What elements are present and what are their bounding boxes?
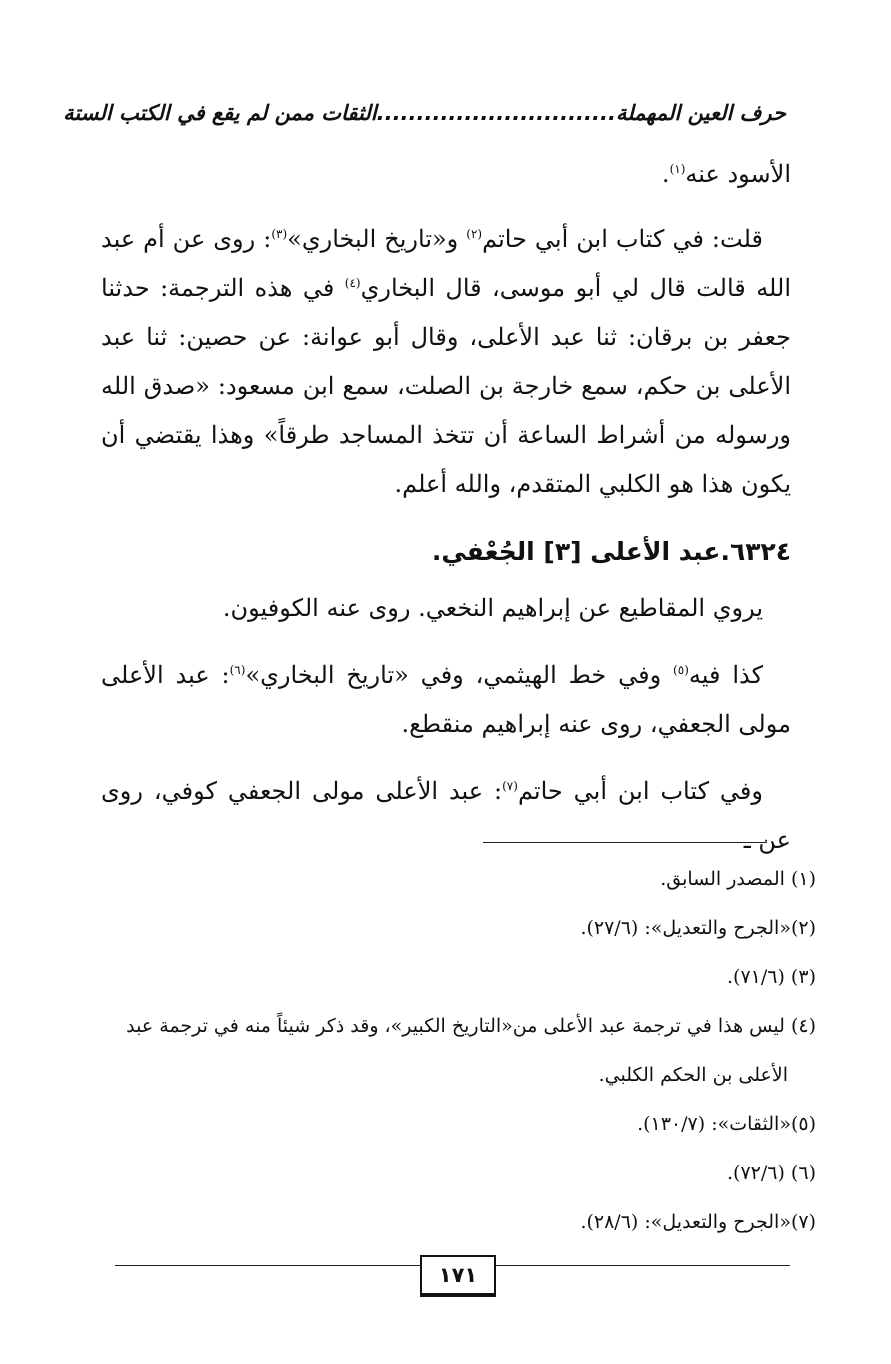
text: و«تاريخ البخاري» (287, 225, 467, 253)
entry-title: ٦٣٢٤.عبد الأعلى [٣] الجُعْفي. (431, 537, 791, 566)
footnote: (١) المصدر السابق. (660, 868, 816, 890)
text: : عبد الأعلى مولى الجعفي كوفي، روى عن ـ (101, 777, 791, 854)
footnote-ref: (٢) (466, 227, 483, 241)
paragraph-entry: يروي المقاطيع عن إبراهيم النخعي. روى عنه الكوفيون. (222, 594, 763, 622)
footnote-ref: (١) (669, 162, 686, 176)
text: قلت: في كتاب ابن أبي حاتم (482, 225, 763, 253)
page-number: ١٧١ (420, 1255, 496, 1297)
footnote: (٣) (٧١/٦). (727, 966, 816, 988)
footnote: (٦) (٧٢/٦). (727, 1162, 816, 1184)
paragraph-note (101, 215, 791, 509)
paragraph-note (101, 651, 791, 749)
text: : عبد الأعلى مولى الجعفي، روى عنه إبراهيم منقطع. (101, 661, 791, 738)
text: وفي كتاب ابن أبي حاتم (517, 777, 763, 805)
footnote: (٥)«الثقات»: (١٣٠/٧). (637, 1113, 816, 1135)
text: في هذه الترجمة: حدثنا جعفر بن برقان: ثنا عبد الأعلى، وقال أبو عوانة: عن حصين: ثنا عبد الأعلى بن حكم، سمع خارجة بن الصلت، سمع ابن مسعود: «صدق الله ورسوله من أشراط الساعة أن تتخذ المساجد طرقاً» وهذا يقتضي أن يكون هذا هو الكلبي المتقدم، والله أعلم. (101, 274, 791, 498)
text: وفي خط الهيثمي، وفي «تاريخ البخاري» (245, 661, 674, 689)
paragraph-continuation (101, 150, 791, 199)
footnote: (٧)«الجرح والتعديل»: (٢٨/٦). (580, 1211, 816, 1233)
footnote-separator (483, 842, 767, 843)
footnote-ref: (٧) (502, 779, 518, 793)
footnote-ref: (٤) (344, 276, 361, 290)
text: كذا فيه (688, 661, 764, 689)
footnotes (106, 855, 816, 1247)
footnote-continuation: الأعلى بن الحكم الكلبي. (598, 1064, 788, 1086)
text: . (661, 160, 670, 188)
footnote-ref: (٦) (229, 663, 246, 677)
bottom-rule (492, 1265, 790, 1266)
footnote: (٢)«الجرح والتعديل»: (٢٧/٦). (580, 917, 816, 939)
footnote: (٤) ليس هذا في ترجمة عبد الأعلى من«التاريخ الكبير»، وقد ذكر شيئاً منه في ترجمة عبد (126, 1015, 816, 1037)
footnote-ref: (٣) (271, 227, 288, 241)
text: : روى عن أم عبد الله قالت قال لي أبو موسى، قال البخاري (101, 225, 791, 302)
main-text (101, 150, 791, 865)
text: الأسود عنه (685, 160, 791, 188)
running-head: حرف العين المهملة..............................الثقات ممن لم يقع في الكتب الستة (63, 101, 786, 125)
bottom-rule (115, 1265, 420, 1266)
footnote-ref: (٥) (673, 663, 689, 677)
paragraph-note (101, 767, 791, 865)
